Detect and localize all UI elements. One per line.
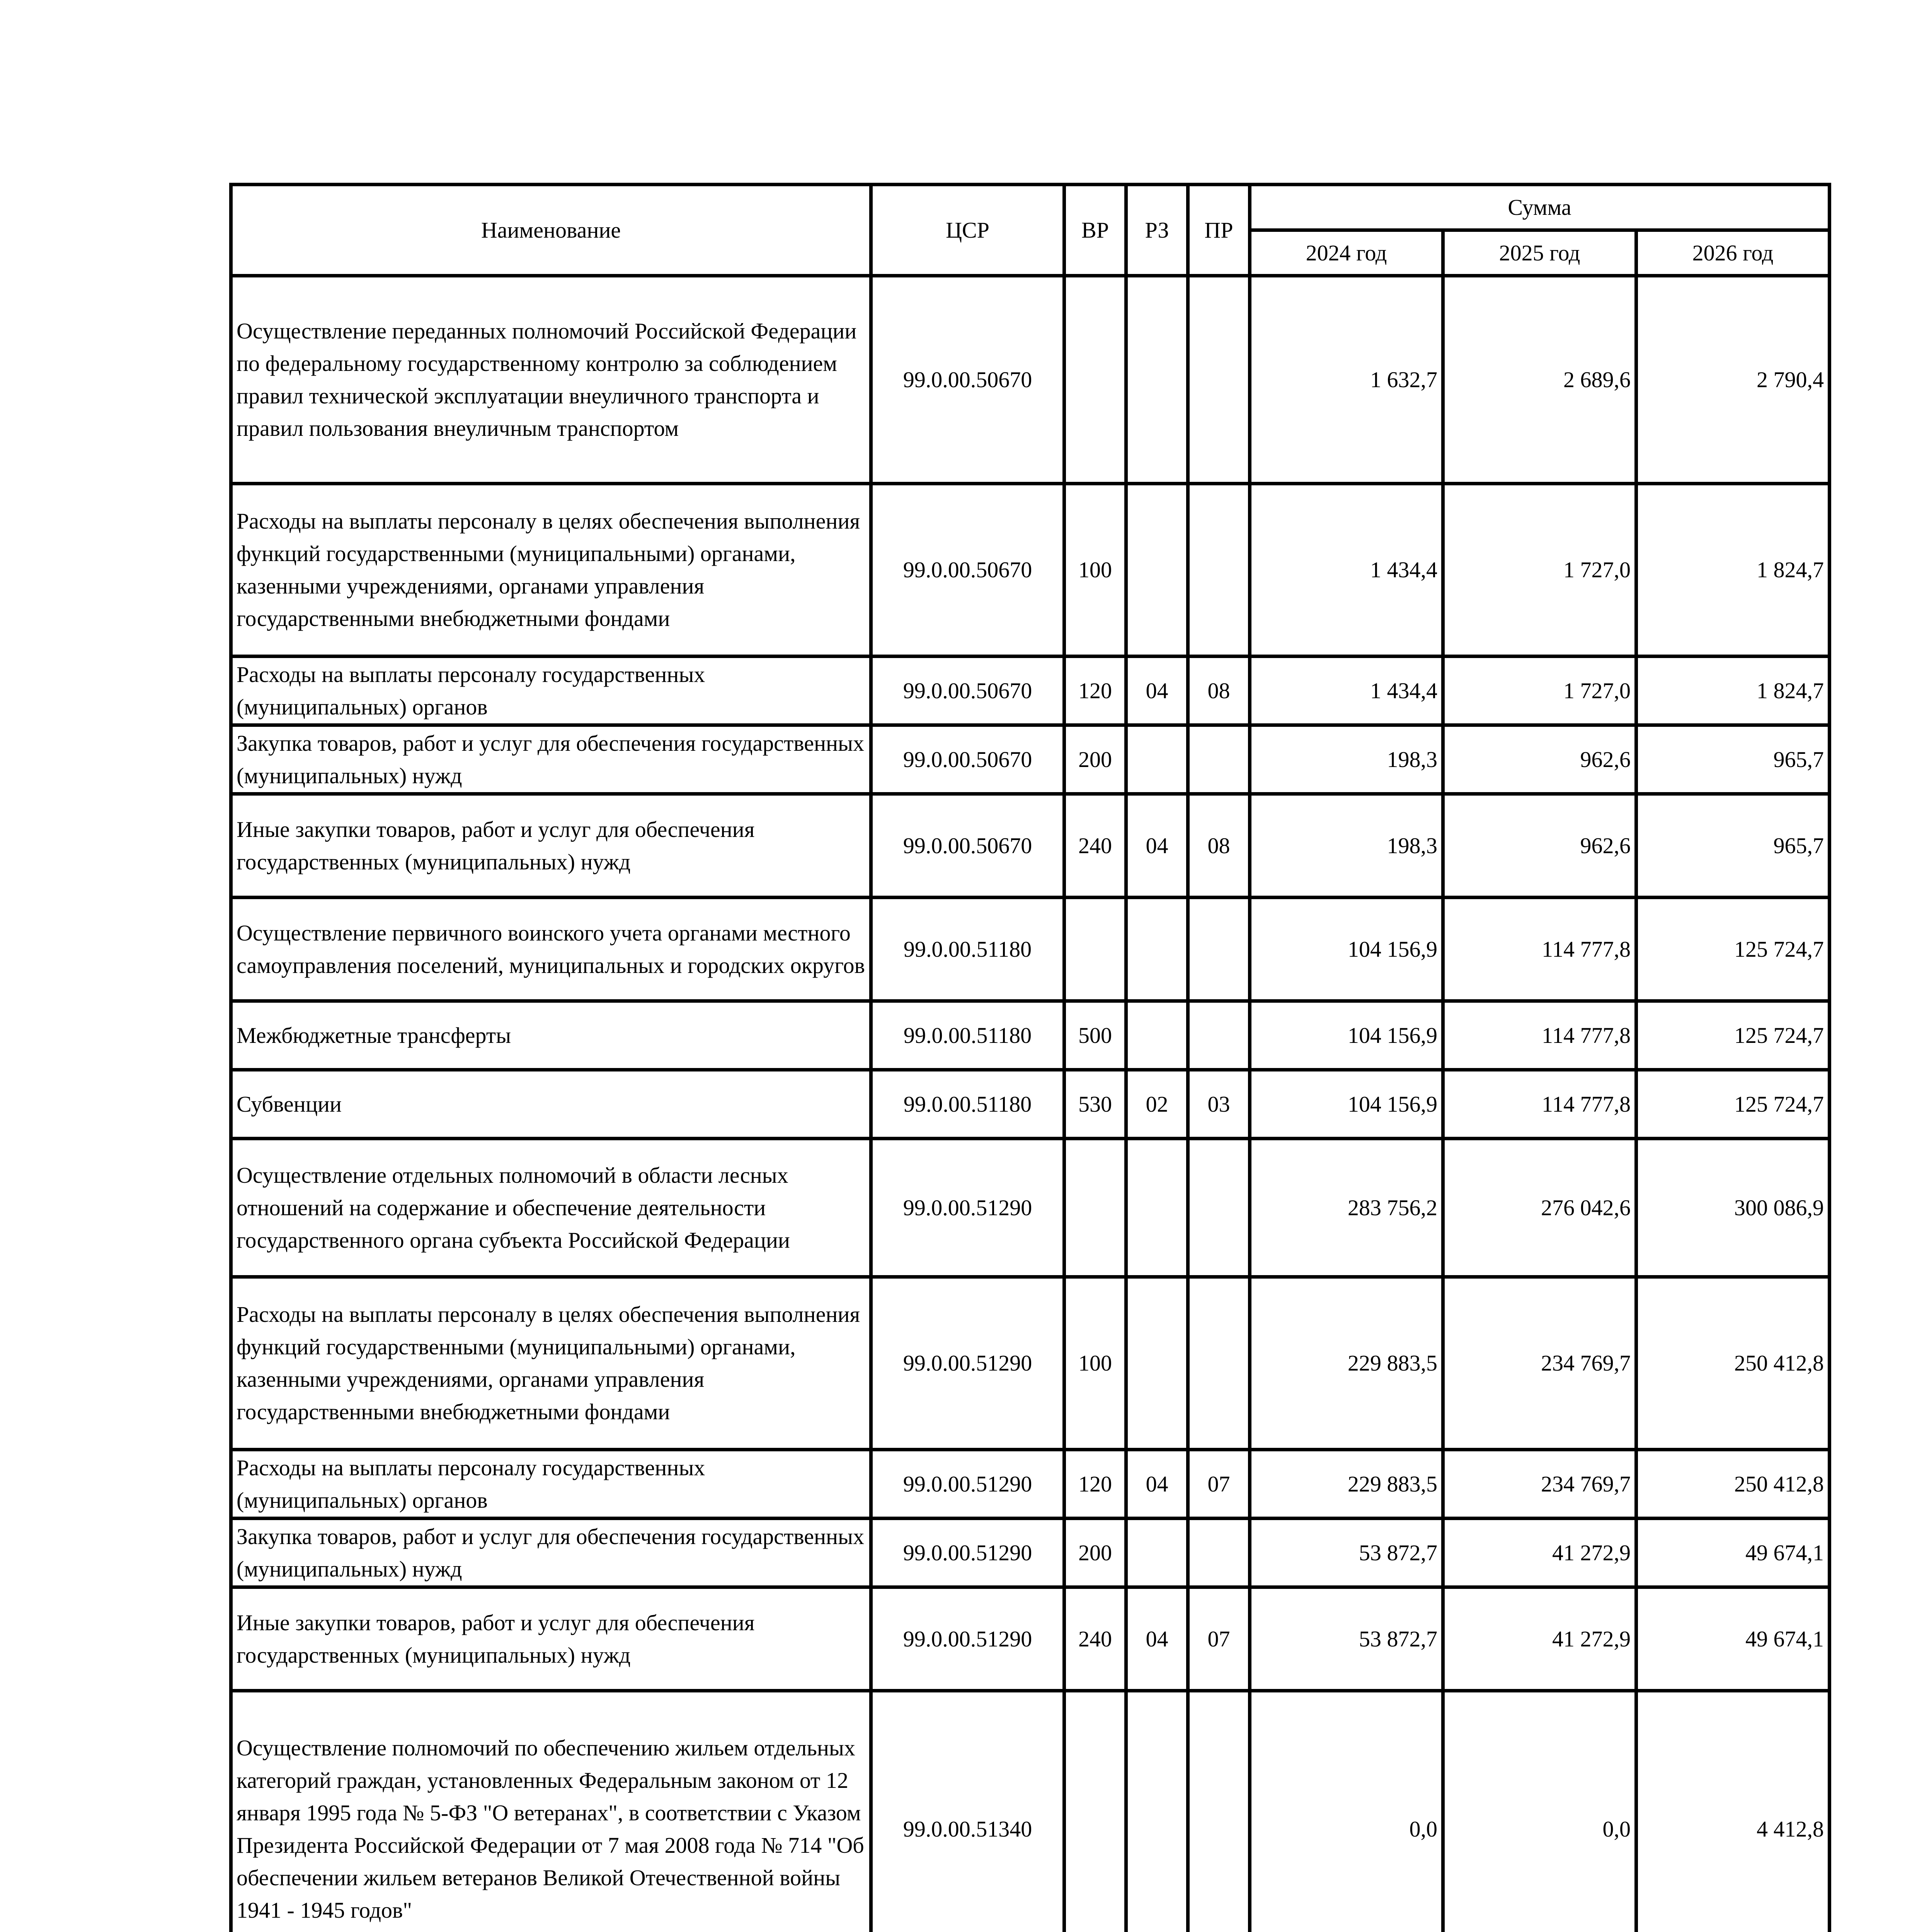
cell-pr	[1188, 1691, 1250, 1932]
header-rz: РЗ	[1126, 185, 1188, 276]
budget-table	[229, 183, 1831, 1932]
cell-vr: 240	[1064, 794, 1126, 898]
cell-vr: 100	[1064, 484, 1126, 656]
cell-pr: 07	[1188, 1587, 1250, 1691]
cell-name: Расходы на выплаты персоналу в целях обеспечения выполнения функций государственными (муниципальными) органами, казенными учреждениями, органами управления государственными внебюджетными фондами	[231, 1277, 871, 1450]
cell-vr: 200	[1064, 725, 1126, 794]
cell-vr	[1064, 1691, 1126, 1932]
cell-sum-2024: 104 156,9	[1250, 898, 1443, 1001]
cell-csr: 99.0.00.51290	[871, 1139, 1064, 1277]
table-row	[231, 1070, 1830, 1139]
cell-sum-2026: 250 412,8	[1636, 1450, 1830, 1519]
cell-rz: 02	[1126, 1070, 1188, 1139]
cell-sum-2025: 962,6	[1443, 725, 1636, 794]
cell-name: Закупка товаров, работ и услуг для обеспечения государственных (муниципальных) нужд	[231, 725, 871, 794]
cell-csr: 99.0.00.51180	[871, 1001, 1064, 1070]
cell-csr: 99.0.00.50670	[871, 276, 1064, 484]
cell-pr	[1188, 1519, 1250, 1587]
cell-vr: 100	[1064, 1277, 1126, 1450]
cell-rz	[1126, 1139, 1188, 1277]
cell-pr	[1188, 725, 1250, 794]
cell-pr: 08	[1188, 656, 1250, 725]
cell-name: Осуществление отдельных полномочий в области лесных отношений на содержание и обеспечение деятельности государственного органа субъекта Российской Федерации	[231, 1139, 871, 1277]
cell-sum-2024: 1 632,7	[1250, 276, 1443, 484]
header-year-2025: 2025 год	[1443, 230, 1636, 276]
cell-rz	[1126, 276, 1188, 484]
cell-sum-2025: 114 777,8	[1443, 1070, 1636, 1139]
cell-sum-2024: 53 872,7	[1250, 1519, 1443, 1587]
cell-rz	[1126, 484, 1188, 656]
cell-vr: 500	[1064, 1001, 1126, 1070]
cell-sum-2026: 1 824,7	[1636, 484, 1830, 656]
cell-vr: 120	[1064, 656, 1126, 725]
cell-name: Закупка товаров, работ и услуг для обеспечения государственных (муниципальных) нужд	[231, 1519, 871, 1587]
cell-sum-2026: 4 412,8	[1636, 1691, 1830, 1932]
cell-sum-2025: 1 727,0	[1443, 484, 1636, 656]
table-row	[231, 725, 1830, 794]
cell-rz	[1126, 1691, 1188, 1932]
cell-name: Расходы на выплаты персоналу государственных (муниципальных) органов	[231, 1450, 871, 1519]
cell-csr: 99.0.00.51290	[871, 1450, 1064, 1519]
cell-name: Осуществление первичного воинского учета органами местного самоуправления поселений, муниципальных и городских округов	[231, 898, 871, 1001]
table-row	[231, 1450, 1830, 1519]
cell-sum-2026: 300 086,9	[1636, 1139, 1830, 1277]
cell-rz: 04	[1126, 656, 1188, 725]
cell-vr: 240	[1064, 1587, 1126, 1691]
table-row	[231, 276, 1830, 484]
cell-pr	[1188, 1001, 1250, 1070]
cell-pr	[1188, 1277, 1250, 1450]
cell-sum-2025: 0,0	[1443, 1691, 1636, 1932]
budget-table-container	[229, 183, 1828, 1932]
cell-rz: 04	[1126, 1587, 1188, 1691]
cell-csr: 99.0.00.50670	[871, 725, 1064, 794]
cell-sum-2026: 125 724,7	[1636, 1070, 1830, 1139]
cell-name: Осуществление полномочий по обеспечению жильем отдельных категорий граждан, установленных Федеральным законом от 12 января 1995 года № 5-ФЗ "О ветеранах", в соответствии с Указом Президента Российской Федерации от 7 мая 2008 года № 714 "Об обеспечении жильем ветеранов Великой Отечественной войны 1941 - 1945 годов"	[231, 1691, 871, 1932]
cell-csr: 99.0.00.51180	[871, 898, 1064, 1001]
cell-sum-2024: 1 434,4	[1250, 656, 1443, 725]
cell-sum-2024: 283 756,2	[1250, 1139, 1443, 1277]
cell-csr: 99.0.00.50670	[871, 484, 1064, 656]
cell-sum-2025: 114 777,8	[1443, 898, 1636, 1001]
cell-csr: 99.0.00.51290	[871, 1519, 1064, 1587]
header-sum: Сумма	[1250, 185, 1830, 230]
table-header	[231, 185, 1830, 276]
cell-sum-2026: 965,7	[1636, 725, 1830, 794]
cell-vr	[1064, 898, 1126, 1001]
cell-sum-2025: 2 689,6	[1443, 276, 1636, 484]
cell-pr	[1188, 276, 1250, 484]
table-row	[231, 1519, 1830, 1587]
table-row	[231, 794, 1830, 898]
cell-name: Расходы на выплаты персоналу государственных (муниципальных) органов	[231, 656, 871, 725]
cell-csr: 99.0.00.51180	[871, 1070, 1064, 1139]
cell-sum-2024: 0,0	[1250, 1691, 1443, 1932]
table-row	[231, 484, 1830, 656]
cell-vr: 200	[1064, 1519, 1126, 1587]
cell-csr: 99.0.00.51290	[871, 1277, 1064, 1450]
cell-sum-2025: 276 042,6	[1443, 1139, 1636, 1277]
cell-sum-2026: 125 724,7	[1636, 898, 1830, 1001]
cell-sum-2025: 962,6	[1443, 794, 1636, 898]
cell-sum-2024: 53 872,7	[1250, 1587, 1443, 1691]
cell-sum-2024: 1 434,4	[1250, 484, 1443, 656]
header-name: Наименование	[231, 185, 871, 276]
cell-name: Расходы на выплаты персоналу в целях обеспечения выполнения функций государственными (муниципальными) органами, казенными учреждениями, органами управления государственными внебюджетными фондами	[231, 484, 871, 656]
cell-sum-2026: 965,7	[1636, 794, 1830, 898]
header-csr: ЦСР	[871, 185, 1064, 276]
cell-sum-2026: 125 724,7	[1636, 1001, 1830, 1070]
table-row	[231, 1277, 1830, 1450]
cell-sum-2024: 104 156,9	[1250, 1070, 1443, 1139]
cell-sum-2026: 1 824,7	[1636, 656, 1830, 725]
table-row	[231, 898, 1830, 1001]
cell-sum-2025: 234 769,7	[1443, 1450, 1636, 1519]
cell-sum-2024: 198,3	[1250, 794, 1443, 898]
table-body	[231, 276, 1830, 1932]
cell-vr: 530	[1064, 1070, 1126, 1139]
cell-sum-2025: 234 769,7	[1443, 1277, 1636, 1450]
cell-csr: 99.0.00.50670	[871, 656, 1064, 725]
cell-rz	[1126, 1001, 1188, 1070]
cell-sum-2024: 104 156,9	[1250, 1001, 1443, 1070]
table-row	[231, 1001, 1830, 1070]
cell-rz: 04	[1126, 794, 1188, 898]
cell-pr	[1188, 484, 1250, 656]
cell-rz	[1126, 898, 1188, 1001]
cell-sum-2025: 41 272,9	[1443, 1519, 1636, 1587]
header-year-2024: 2024 год	[1250, 230, 1443, 276]
cell-sum-2024: 198,3	[1250, 725, 1443, 794]
header-year-2026: 2026 год	[1636, 230, 1830, 276]
cell-name: Осуществление переданных полномочий Российской Федерации по федеральному государственному контролю за соблюдением правил технической эксплуатации внеуличного транспорта и правил пользования внеуличным транспортом	[231, 276, 871, 484]
cell-sum-2026: 49 674,1	[1636, 1587, 1830, 1691]
table-row	[231, 1139, 1830, 1277]
cell-vr	[1064, 1139, 1126, 1277]
cell-pr	[1188, 1139, 1250, 1277]
cell-pr	[1188, 898, 1250, 1001]
cell-sum-2026: 2 790,4	[1636, 276, 1830, 484]
cell-name: Субвенции	[231, 1070, 871, 1139]
cell-vr	[1064, 276, 1126, 484]
cell-rz	[1126, 1277, 1188, 1450]
cell-vr: 120	[1064, 1450, 1126, 1519]
cell-sum-2026: 250 412,8	[1636, 1277, 1830, 1450]
cell-sum-2024: 229 883,5	[1250, 1277, 1443, 1450]
cell-rz	[1126, 1519, 1188, 1587]
cell-pr: 08	[1188, 794, 1250, 898]
cell-name: Межбюджетные трансферты	[231, 1001, 871, 1070]
cell-sum-2026: 49 674,1	[1636, 1519, 1830, 1587]
header-vr: ВР	[1064, 185, 1126, 276]
cell-csr: 99.0.00.51340	[871, 1691, 1064, 1932]
header-pr: ПР	[1188, 185, 1250, 276]
cell-sum-2025: 1 727,0	[1443, 656, 1636, 725]
cell-rz	[1126, 725, 1188, 794]
cell-sum-2025: 41 272,9	[1443, 1587, 1636, 1691]
cell-name: Иные закупки товаров, работ и услуг для обеспечения государственных (муниципальных) нужд	[231, 794, 871, 898]
cell-pr: 07	[1188, 1450, 1250, 1519]
table-row	[231, 1691, 1830, 1932]
cell-sum-2024: 229 883,5	[1250, 1450, 1443, 1519]
cell-pr: 03	[1188, 1070, 1250, 1139]
cell-csr: 99.0.00.50670	[871, 794, 1064, 898]
cell-rz: 04	[1126, 1450, 1188, 1519]
cell-sum-2025: 114 777,8	[1443, 1001, 1636, 1070]
table-row	[231, 656, 1830, 725]
table-row	[231, 1587, 1830, 1691]
cell-csr: 99.0.00.51290	[871, 1587, 1064, 1691]
cell-name: Иные закупки товаров, работ и услуг для обеспечения государственных (муниципальных) нужд	[231, 1587, 871, 1691]
